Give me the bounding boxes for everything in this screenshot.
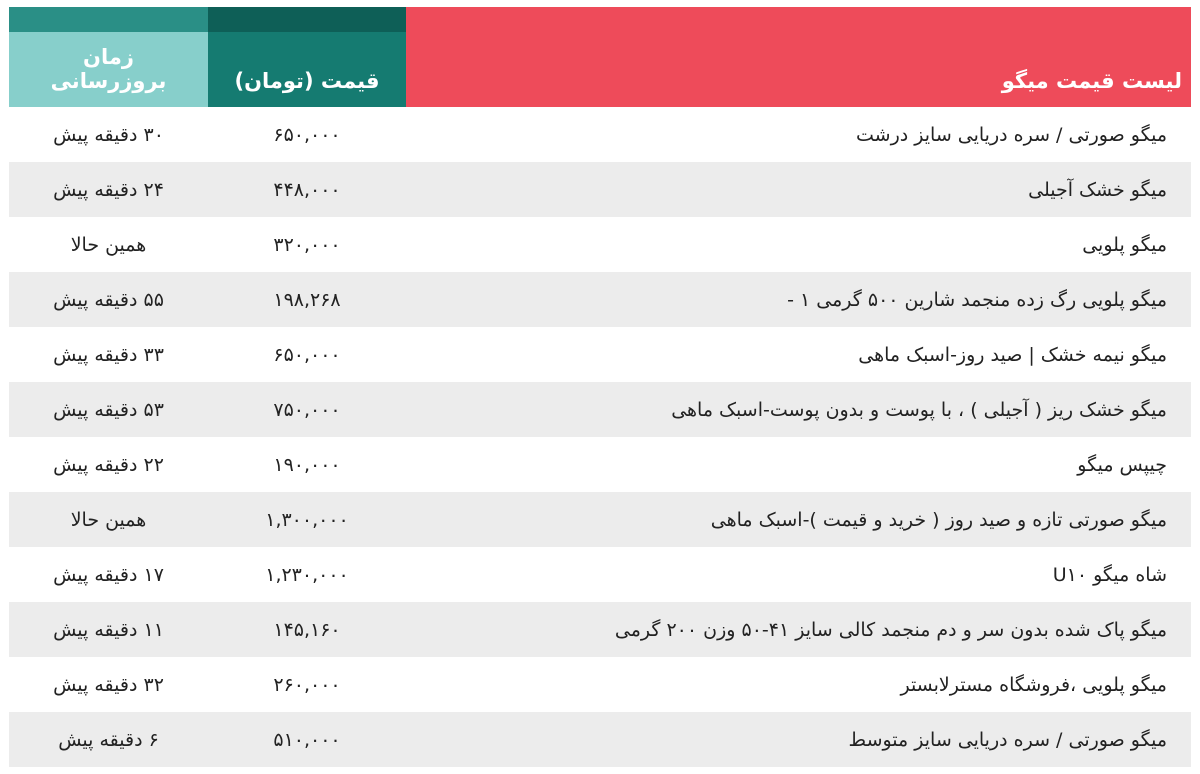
update-time-cell: ۶ دقیقه پیش xyxy=(9,712,208,767)
update-time-cell: ۳۳ دقیقه پیش xyxy=(53,343,164,366)
table-row xyxy=(9,162,1191,217)
price-cell: ۳۲۰,۰۰۰ xyxy=(273,233,341,256)
price-cell: ۷۵۰,۰۰۰ xyxy=(208,382,406,437)
header-update-time: زمان بروزرسانی xyxy=(9,7,208,107)
update-time-cell: همین حالا xyxy=(70,233,147,256)
price-cell: ۶۵۰,۰۰۰ xyxy=(273,123,341,146)
update-time-cell: ۱۱ دقیقه پیش xyxy=(9,602,208,657)
product-name-cell: میگو پلویی xyxy=(1082,233,1167,256)
table-row xyxy=(9,657,1191,712)
update-time-cell: ۲۴ دقیقه پیش xyxy=(9,162,208,217)
table-body xyxy=(9,107,1191,767)
product-name-cell: میگو صورتی / سره دریایی سایز متوسط xyxy=(406,712,1191,767)
table-row xyxy=(9,437,1191,492)
price-cell: ۱,۲۳۰,۰۰۰ xyxy=(265,563,349,586)
product-name-cell: میگو پلویی ،فروشگاه مسترلابستر xyxy=(900,673,1167,696)
table-row xyxy=(9,272,1191,327)
update-time-cell: ۱۷ دقیقه پیش xyxy=(53,563,164,586)
price-cell: ۱,۳۰۰,۰۰۰ xyxy=(208,492,406,547)
table-row xyxy=(9,602,1191,657)
price-cell: ۱۹۰,۰۰۰ xyxy=(273,453,341,476)
product-name-cell: میگو پاک شده بدون سر و دم منجمد کالی سایز ۴۱-۵۰ وزن ۲۰۰ گرمی xyxy=(406,602,1191,657)
table-row xyxy=(9,492,1191,547)
update-time-cell: همین حالا xyxy=(9,492,208,547)
product-name-cell: میگو صورتی / سره دریایی سایز درشت xyxy=(856,123,1167,146)
product-name-cell: میگو پلویی رگ زده منجمد شارین ۵۰۰ گرمی ۱ - xyxy=(406,272,1191,327)
update-time-cell: ۲۲ دقیقه پیش xyxy=(53,453,164,476)
update-time-cell: ۳۰ دقیقه پیش xyxy=(53,123,164,146)
product-name-cell: چیپس میگو xyxy=(1077,453,1167,476)
product-name-cell: میگو خشک آجیلی xyxy=(406,162,1191,217)
product-name-cell: میگو نیمه خشک | صید روز-اسبک ماهی xyxy=(858,343,1167,366)
update-time-cell: ۵۳ دقیقه پیش xyxy=(9,382,208,437)
table-row xyxy=(9,327,1191,382)
price-cell: ۱۴۵,۱۶۰ xyxy=(208,602,406,657)
table-row xyxy=(9,217,1191,272)
price-cell: ۱۹۸,۲۶۸ xyxy=(208,272,406,327)
header-name: لیست قیمت میگو xyxy=(406,7,1191,107)
table-row xyxy=(9,547,1191,602)
product-name-cell: میگو صورتی تازه و صید روز ( خرید و قیمت )-اسبک ماهی xyxy=(406,492,1191,547)
product-name-cell: شاه میگو U۱۰ xyxy=(1052,563,1167,586)
price-cell: ۶۵۰,۰۰۰ xyxy=(273,343,341,366)
table-row xyxy=(9,382,1191,437)
price-cell: ۵۱۰,۰۰۰ xyxy=(208,712,406,767)
price-cell: ۲۶۰,۰۰۰ xyxy=(273,673,341,696)
update-time-cell: ۳۲ دقیقه پیش xyxy=(53,673,164,696)
price-list-table xyxy=(9,7,1191,767)
product-name-cell: میگو خشک ریز ( آجیلی ) ، با پوست و بدون پوست-اسبک ماهی xyxy=(406,382,1191,437)
table-row xyxy=(9,712,1191,767)
price-cell: ۴۴۸,۰۰۰ xyxy=(208,162,406,217)
header-row xyxy=(9,7,1191,107)
table-row xyxy=(9,107,1191,162)
table-header xyxy=(9,7,1191,107)
update-time-cell: ۵۵ دقیقه پیش xyxy=(9,272,208,327)
header-price: قیمت (تومان) xyxy=(208,7,406,107)
